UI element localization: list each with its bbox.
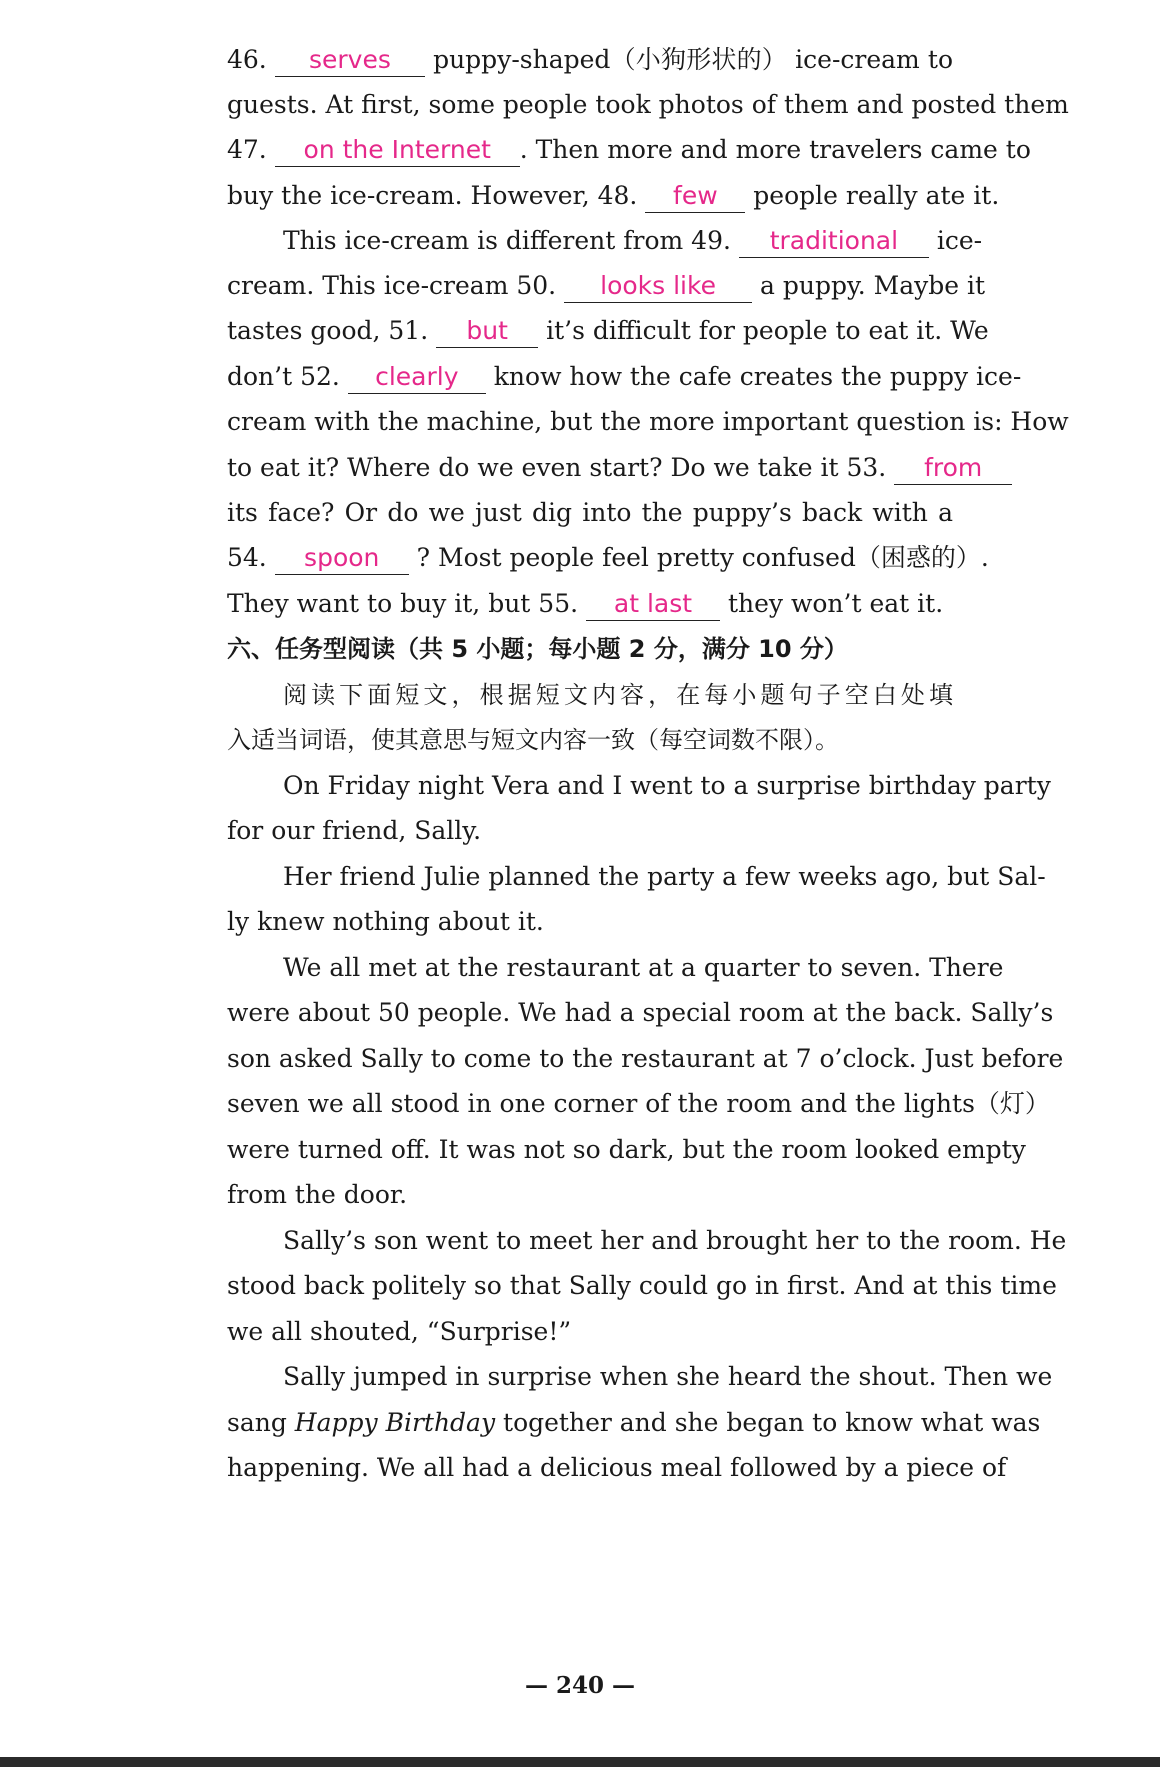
passage-line: we all shouted, “Surprise!” — [227, 1317, 572, 1346]
passage-line: happening. We all had a delicious meal followed by a piece of — [227, 1453, 1007, 1482]
answer-blank-50[interactable]: looks like — [564, 270, 752, 303]
section-heading: 六、任务型阅读（共 5 小题；每小题 2 分，满分 10 分） — [227, 635, 848, 663]
answer-blank-53[interactable]: from — [894, 452, 1012, 485]
passage-line: On Friday night Vera and I went to a surprise birthday party — [283, 771, 1051, 800]
passage-line: seven we all stood in one corner of the room and the lights（灯） — [227, 1089, 1050, 1118]
answer-blank-46[interactable]: serves — [275, 44, 425, 77]
cloze-line: guests. At first, some people took photos of them and posted them — [227, 90, 1069, 119]
passage-line: Sally jumped in surprise when she heard the shout. Then we — [283, 1362, 1053, 1391]
answer-blank-49[interactable]: traditional — [739, 225, 929, 258]
bottom-bar — [0, 1757, 1160, 1767]
passage-line: were turned off. It was not so dark, but the room looked empty — [227, 1135, 1026, 1164]
passage-line: ly knew nothing about it. — [227, 907, 544, 936]
cloze-line: They want to buy it, but 55. at last they won’t eat it. — [227, 584, 953, 624]
passage-line: for our friend, Sally. — [227, 816, 482, 845]
answer-blank-51[interactable]: but — [436, 315, 538, 348]
passage-line: stood back politely so that Sally could go in first. And at this time — [227, 1271, 1057, 1300]
passage-line: Her friend Julie planned the party a few weeks ago, but Sal- — [283, 862, 1046, 891]
instructions: 阅读下面短文，根据短文内容，在每小题句子空白处填 — [283, 681, 953, 709]
cloze-line: tastes good, 51. but it’s difficult for people to eat it. We — [227, 311, 953, 351]
cloze-line: 46. serves puppy-shaped（小狗形状的） ice-cream to — [227, 40, 953, 80]
answer-blank-55[interactable]: at last — [586, 588, 720, 621]
instructions: 入适当词语，使其意思与短文内容一致（每空词数不限）。 — [227, 726, 839, 754]
passage-line: from the door. — [227, 1180, 408, 1209]
answer-blank-47[interactable]: on the Internet — [275, 134, 520, 167]
answer-blank-52[interactable]: clearly — [348, 361, 486, 394]
passage-line: sang Happy Birthday together and she began to know what was — [227, 1408, 1041, 1437]
page-number: — 240 — — [524, 1672, 636, 1699]
cloze-line: to eat it? Where do we even start? Do we take it 53. from — [227, 448, 953, 488]
passage-line: were about 50 people. We had a special room at the back. Sally’s — [227, 998, 1054, 1027]
passage-line: We all met at the restaurant at a quarter to seven. There — [283, 953, 1004, 982]
cloze-line: cream with the machine, but the more important question is: How — [227, 407, 1069, 436]
cloze-line: its face? Or do we just dig into the puppy’s back with a — [227, 498, 953, 527]
cloze-line: buy the ice-cream. However, 48. few people really ate it. — [227, 176, 953, 216]
passage-line: son asked Sally to come to the restaurant at 7 o’clock. Just before — [227, 1044, 1064, 1073]
answer-blank-54[interactable]: spoon — [275, 542, 409, 575]
cloze-line: don’t 52. clearly know how the cafe creates the puppy ice- — [227, 357, 953, 397]
cloze-line: 47. on the Internet . Then more and more travelers came to — [227, 130, 953, 170]
cloze-line: cream. This ice-cream 50. looks like a puppy. Maybe it — [227, 266, 953, 306]
cloze-line: This ice-cream is different from 49. traditional ice- — [227, 221, 953, 261]
cloze-line: 54. spoon ? Most people feel pretty confused（困惑的）. — [227, 538, 953, 578]
passage-line: Sally’s son went to meet her and brought her to the room. He — [283, 1226, 1067, 1255]
answer-blank-48[interactable]: few — [645, 180, 745, 213]
song-title: Happy Birthday — [294, 1408, 496, 1437]
